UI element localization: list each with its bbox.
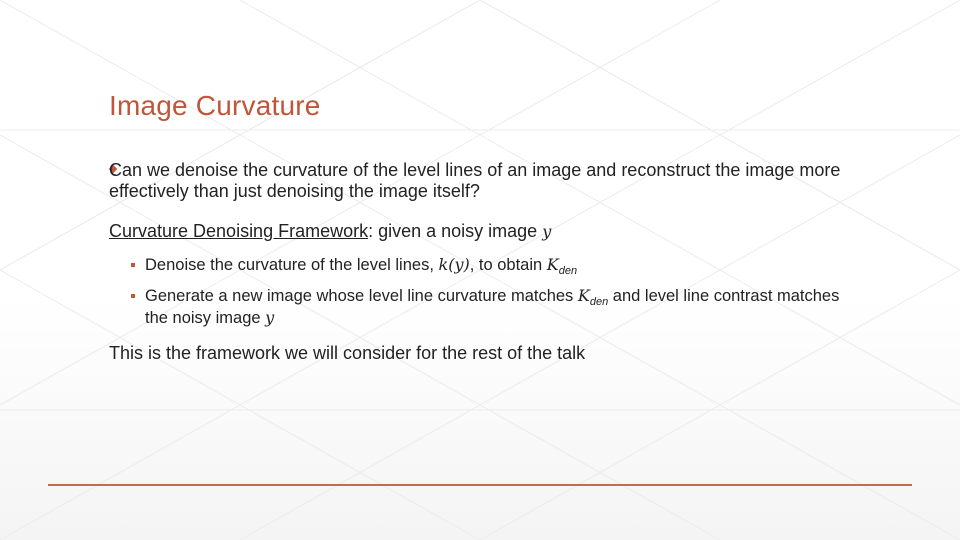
framework-label: Curvature Denoising Framework	[109, 221, 369, 241]
closing-paragraph: This is the framework we will consider for the rest of the talk	[109, 343, 586, 363]
square-bullet-icon	[131, 294, 135, 298]
sub2-text-a: Generate a new image whose level line curvature matches	[145, 287, 578, 305]
sub2-text-b: and level line contrast matches the noisy image	[145, 287, 840, 327]
sub-bullet-1	[131, 255, 851, 277]
square-bullet-icon	[131, 263, 135, 267]
math-y: y	[542, 222, 552, 241]
sub1-text-b: , to obtain	[469, 256, 547, 274]
math-den-subscript: den	[558, 265, 578, 277]
math-k-of-y: k(y)	[438, 255, 470, 274]
slide-title: Image Curvature	[109, 90, 321, 121]
framework-text: : given a noisy image	[368, 221, 543, 241]
sub-bullet-2	[131, 286, 851, 328]
math-den-subscript-2: den	[589, 296, 609, 308]
footer-rule	[48, 484, 912, 486]
framework-paragraph	[109, 221, 849, 242]
math-K: K	[546, 255, 559, 274]
question-paragraph: Can we denoise the curvature of the level lines of an image and reconstruct the image more effectively than just denoising the image itself?	[109, 160, 841, 201]
sub1-text-a: Denoise the curvature of the level lines,	[145, 256, 439, 274]
math-K-2: K	[577, 286, 590, 305]
math-y-2: y	[265, 308, 275, 327]
